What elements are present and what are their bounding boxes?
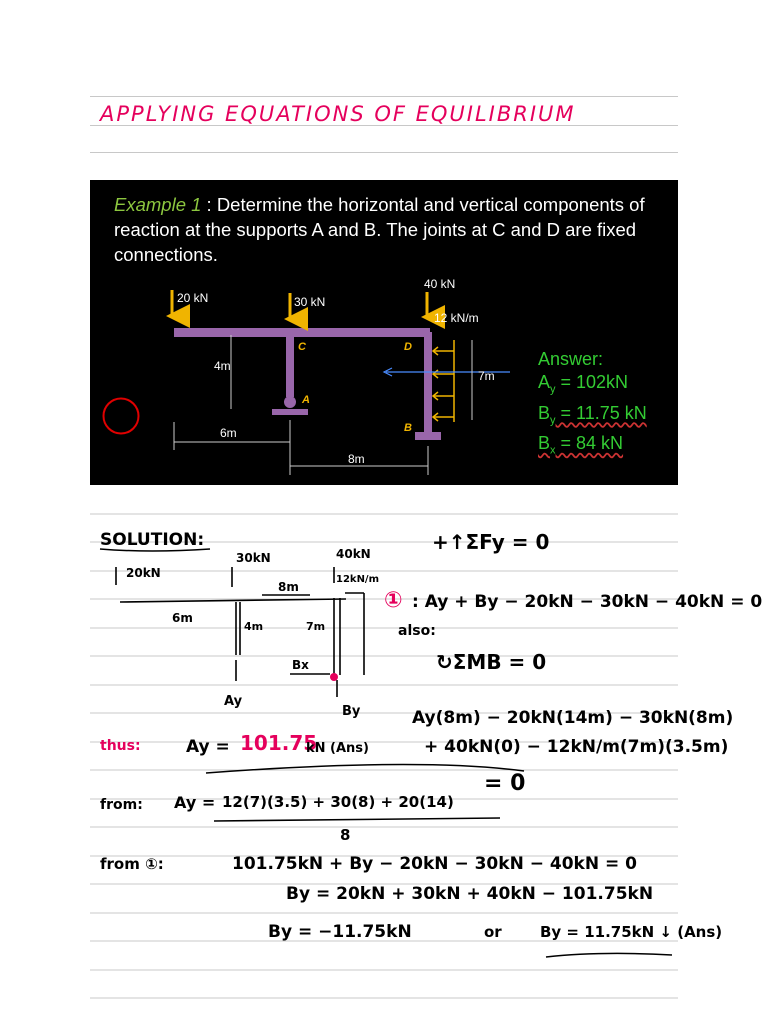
label-40kn: 40 kN (424, 277, 456, 291)
from1-label: from ①: (100, 855, 164, 873)
example-slide (90, 180, 678, 485)
solution-heading: SOLUTION: (100, 530, 205, 550)
sketch-20kn: 20kN (126, 566, 161, 580)
sketch-bx: Bx (292, 658, 309, 672)
point-b: B (404, 422, 412, 434)
handwritten-solution (0, 505, 768, 1024)
sketch-8m: 8m (278, 580, 299, 594)
from-label: from: (100, 797, 143, 813)
point-b-marker (330, 673, 338, 681)
support-a-base (272, 409, 308, 415)
label-12knm: 12 kN/m (434, 311, 479, 325)
example-label: Example 1 (114, 194, 202, 215)
point-d: D (404, 341, 412, 353)
ay-formula-pre: Ay = (174, 793, 216, 812)
page-title: APPLYING EQUATIONS OF EQUILIBRIUM (100, 102, 576, 126)
distributed-load (433, 340, 454, 422)
answer-bx: $B_x = 84$ kN (538, 433, 624, 457)
point-c: C (298, 341, 306, 353)
red-circle-marker (101, 396, 141, 436)
dim-8m: 8m (348, 452, 365, 466)
eq-sum-fy: +↑ΣFy = 0 (432, 530, 550, 554)
support-b-base (415, 432, 441, 440)
sketch-ay: Ay (224, 694, 243, 709)
ay-result-pre: Ay = (186, 737, 230, 757)
column-ca (286, 332, 294, 397)
also-label: also: (398, 623, 436, 639)
moment-line1: Ay(8m) − 20kN(14m) − 30kN(8m) (412, 708, 734, 728)
sketch-30kn: 30kN (236, 551, 271, 565)
thus-label: thus: (100, 738, 141, 754)
pin-support-a (284, 396, 296, 408)
by-result: By = −11.75kN (268, 922, 412, 942)
sketch-4m: 4m (244, 620, 264, 633)
sketch-by: By (342, 704, 361, 719)
moment-line2: + 40kN(0) − 12kN/m(7m)(3.5m) (424, 737, 729, 757)
ruled-line (90, 96, 678, 97)
or-label: or (484, 923, 502, 941)
answer-ay: $A_y = 102kN$ (538, 372, 629, 396)
moment-line3: = 0 (484, 771, 526, 796)
eq1-number: ① (384, 588, 403, 613)
ay-result-value: 101.75 (240, 731, 318, 755)
by-final: By = 11.75kN ↓ (Ans) (540, 923, 723, 941)
dim-6m: 6m (220, 426, 237, 440)
eq-sum-mb: ↻ΣMB = 0 (436, 650, 547, 674)
sketch-6m: 6m (172, 611, 193, 625)
ay-result-post: kN (Ans) (306, 741, 369, 756)
column-db (424, 332, 432, 432)
eq1: : Ay + By − 20kN − 30kN − 40kN = 0 (412, 592, 763, 612)
substituted-eq: 101.75kN + By − 20kN − 30kN − 40kN = 0 (232, 854, 637, 874)
answer-box (538, 348, 647, 463)
point-a: A (302, 394, 310, 406)
free-body-sketch (116, 567, 364, 697)
by-equation: By = 20kN + 30kN + 40kN − 101.75kN (286, 884, 654, 904)
label-30kn: 30 kN (294, 295, 326, 309)
sketch-40kn: 40kN (336, 547, 371, 561)
dim-7m: 7m (478, 369, 495, 383)
sketch-12knm: 12kN/m (336, 574, 380, 585)
sketch-7m: 7m (306, 620, 326, 633)
ay-formula-denominator: 8 (340, 826, 351, 844)
answer-by: $B_y = 11.75$ kN (538, 402, 647, 427)
answer-heading: Answer: (538, 349, 604, 369)
dim-4m: 4m (214, 359, 231, 373)
horizontal-beam (174, 328, 430, 337)
ay-formula-numerator: 12(7)(3.5) + 30(8) + 20(14) (222, 793, 454, 811)
label-20kn: 20 kN (177, 291, 209, 305)
ruled-line (90, 152, 678, 153)
problem-text: : Determine the horizontal and vertical components of reaction at the supports A and B. The joints at C and D are fixed connections. (114, 194, 645, 265)
